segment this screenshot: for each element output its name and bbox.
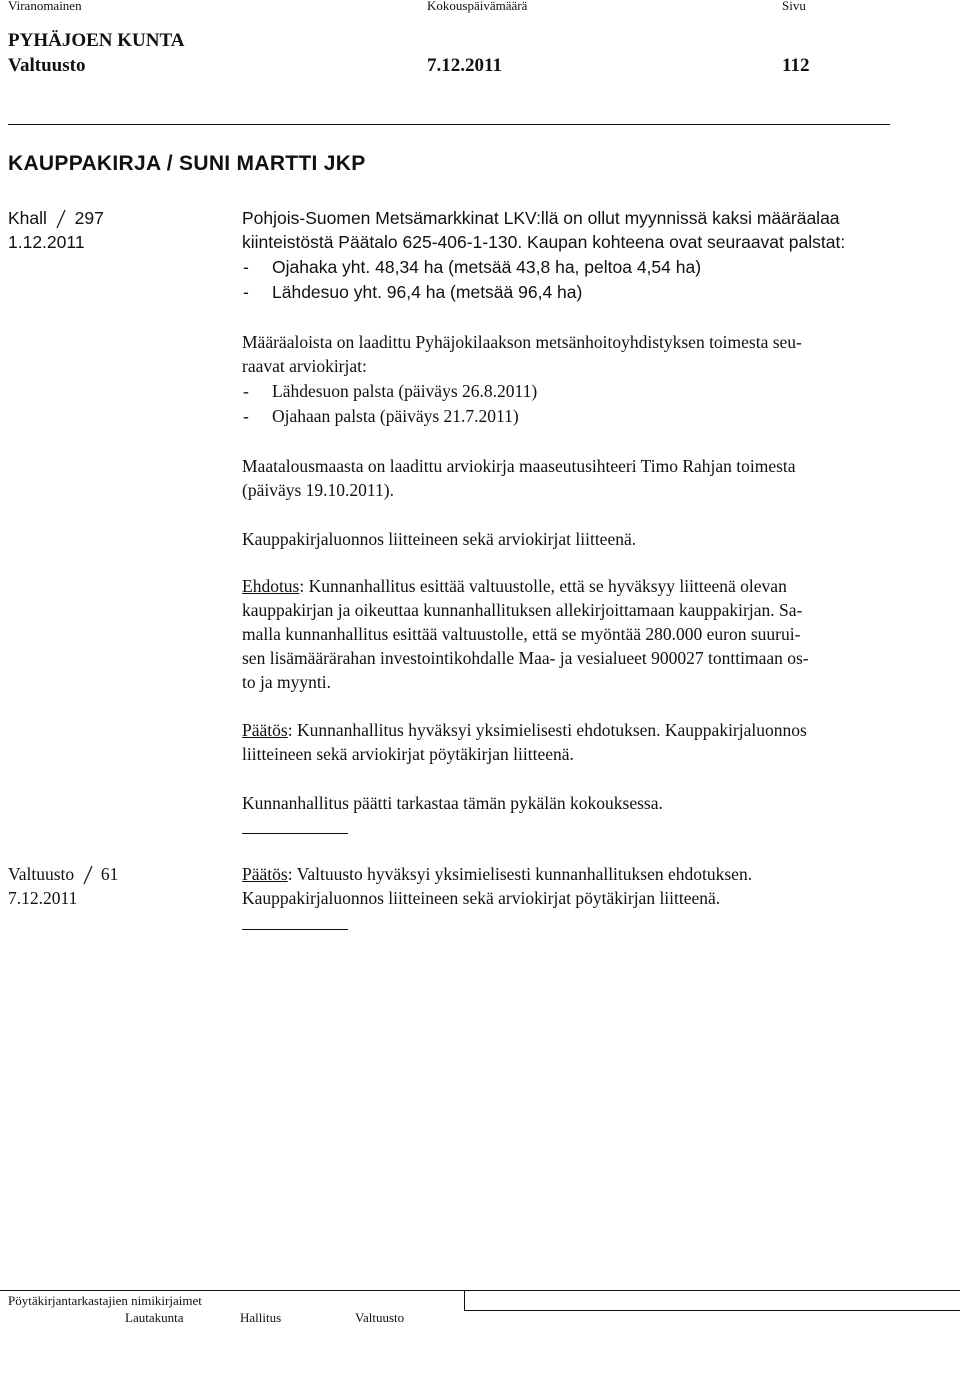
meeting-date: 7.12.2011 [427, 55, 502, 76]
parcel-item-1: Ojahaka yht. 48,34 ha (metsää 43,8 ha, peltoa 4,54 ha) [272, 257, 702, 277]
section-sign-icon [83, 865, 93, 885]
khall-ref-number: 297 [74, 208, 104, 228]
valtuusto-ref-date: 7.12.2011 [8, 888, 78, 908]
review-note: Kunnanhallitus päätti tarkastaa tämän pykälän kokouksessa. [242, 793, 663, 813]
proposal-line-1 [242, 574, 787, 598]
section-sign-icon [56, 209, 66, 229]
valtuusto-ref-number: 61 [100, 864, 119, 884]
parcel-dash-1: - [243, 257, 249, 277]
khall-reference [8, 206, 104, 230]
proposal-line-4: sen lisämäärärahan investointikohdalle Maa- ja vesialueet 900027 tonttimaan os- [242, 648, 809, 668]
section-end-rule-1 [242, 833, 348, 834]
header-rule [8, 124, 890, 125]
attachments-note: Kauppakirjaluonnos liitteineen sekä arviokirjat liitteenä. [242, 529, 637, 549]
farmland-line-1: Maatalousmaasta on laadittu arviokirja maaseutusihteeri Timo Rahjan toimesta [242, 456, 796, 476]
authority-name: PYHÄJOEN KUNTA [8, 30, 185, 51]
intro-line-2: kiinteistöstä Päätalo 625-406-1-130. Kaupan kohteena ovat seuraavat palstat: [242, 232, 846, 252]
section-end-rule-2 [242, 929, 348, 930]
valtuusto-decision-line-2: Kauppakirjaluonnos liitteineen sekä arviokirjat pöytäkirjan liitteenä. [242, 888, 721, 908]
valtuusto-decision-line-1 [242, 862, 752, 886]
footer-inner-rule [464, 1310, 960, 1311]
proposal-line-2: kauppakirjan ja oikeuttaa kunnanhallituksen allekirjoittamaan kauppakirjan. Sa- [242, 600, 803, 620]
appraisal-line-2: raavat arviokirjat: [242, 356, 367, 376]
khall-decision-text-1: : Kunnanhallitus hyväksyi yksimielisesti ehdotuksen. Kauppakirjaluonnos [287, 720, 807, 740]
header-col-authority-label: Viranomainen [8, 0, 82, 13]
parcel-dash-2: - [243, 282, 249, 302]
khall-decision-line-1 [242, 718, 807, 742]
appraisal-dash-1: - [243, 381, 249, 401]
page-number: 112 [782, 55, 810, 76]
khall-decision-line-2: liitteineen sekä arviokirjat pöytäkirjan liitteenä. [242, 744, 574, 764]
footer-top-rule [0, 1290, 960, 1291]
proposal-line-3: malla kunnanhallitus esittää valtuustolle, että se myöntää 280.000 euron suurui- [242, 624, 801, 644]
valtuusto-decision-text-1: : Valtuusto hyväksyi yksimielisesti kunnanhallituksen ehdotuksen. [287, 864, 753, 884]
farmland-line-2: (päiväys 19.10.2011). [242, 480, 394, 500]
valtuusto-ref-label: Valtuusto [8, 864, 75, 884]
proposal-line-5: to ja myynti. [242, 672, 331, 692]
khall-decision-label: Päätös [242, 720, 288, 740]
signatures-label: Pöytäkirjantarkastajien nimikirjaimet [8, 1293, 202, 1308]
header-col-page-label: Sivu [782, 0, 806, 13]
appraisal-line-1: Määräaloista on laadittu Pyhäjokilaakson metsänhoitoyhdistyksen toimesta seu- [242, 332, 802, 352]
khall-ref-label: Khall [8, 208, 47, 228]
appraisal-item-2: Ojahaan palsta (päiväys 21.7.2011) [272, 406, 519, 426]
khall-ref-date: 1.12.2011 [8, 232, 85, 252]
parcel-item-2: Lähdesuo yht. 96,4 ha (metsää 96,4 ha) [272, 282, 583, 302]
valtuusto-decision-label: Päätös [242, 864, 288, 884]
proposal-text-1: : Kunnanhallitus esittää valtuustolle, että se hyväksyy liitteenä olevan [299, 576, 787, 596]
header-col-date-label: Kokouspäivämäärä [427, 0, 528, 13]
appraisal-item-1: Lähdesuon palsta (päiväys 26.8.2011) [272, 381, 538, 401]
appraisal-dash-2: - [243, 406, 249, 426]
signature-box [0, 1290, 960, 1399]
valtuusto-reference [8, 862, 118, 886]
proposal-label: Ehdotus [242, 576, 300, 596]
intro-line-1: Pohjois-Suomen Metsämarkkinat LKV:llä on ollut myynnissä kaksi määräalaa [242, 208, 840, 228]
footer-col-lautakunta: Lautakunta [125, 1310, 184, 1325]
meeting-body: Valtuusto [8, 55, 86, 76]
footer-divider [464, 1290, 465, 1310]
footer-col-hallitus: Hallitus [240, 1310, 282, 1325]
footer-col-valtuusto: Valtuusto [355, 1310, 405, 1325]
document-title: KAUPPAKIRJA / SUNI MARTTI JKP [8, 152, 366, 175]
